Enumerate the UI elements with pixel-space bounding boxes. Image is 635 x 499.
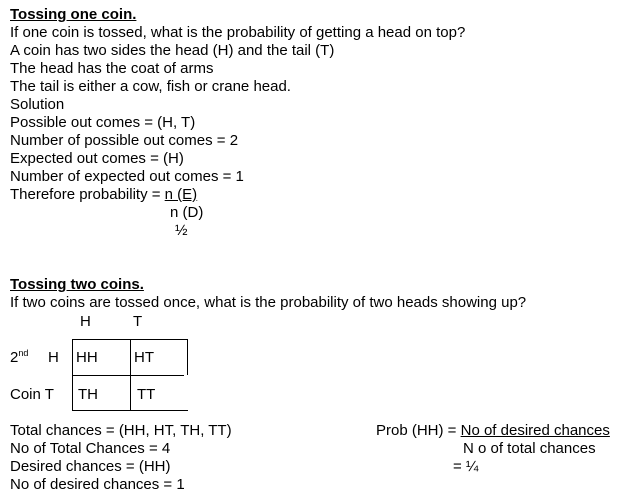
left-line-1: Total chances = (HH, HT, TH, TT) (10, 422, 232, 439)
section1-line-2: A coin has two sides the head (H) and the tail (T) (10, 42, 335, 59)
left-line-3: Desired chances = (HH) (10, 458, 171, 475)
fraction-result: ½ (175, 222, 188, 239)
cell-hh: HH (76, 349, 98, 366)
left-line-4: No of desired chances = 1 (10, 476, 185, 493)
section2-heading: Tossing two coins. (10, 276, 144, 293)
grid-line-left (72, 339, 73, 411)
grid-line-middle (72, 375, 184, 376)
fraction-denominator: n (D) (170, 204, 204, 221)
section1-line-4: The tail is either a cow, fish or crane head. (10, 78, 291, 95)
therefore-probability (10, 186, 197, 204)
cell-ht: HT (134, 349, 154, 366)
prob-result: = ¼ (453, 458, 479, 475)
section1-line-3: The head has the coat of arms (10, 60, 214, 77)
section1-line-7: Number of possible out comes = 2 (10, 132, 239, 149)
prob-label: Prob (HH) = (376, 422, 461, 439)
prob-denominator: N o of total chances (463, 440, 596, 457)
row1-label (10, 349, 28, 367)
row1-label-superscript: nd (18, 348, 29, 358)
fraction-numerator: n (E) (164, 186, 198, 203)
section1-line-8: Expected out comes = (H) (10, 150, 184, 167)
section1-line-5: Solution (10, 96, 65, 113)
column-header-t: T (133, 313, 143, 330)
section1-line-9: Number of expected out comes = 1 (10, 168, 244, 185)
therefore-label: Therefore probability = (10, 186, 165, 203)
section1-line-6: Possible out comes = (H, T) (10, 114, 196, 131)
grid-line-right-top (187, 339, 188, 375)
section1-heading: Tossing one coin. (10, 6, 137, 23)
column-header-h: H (80, 313, 91, 330)
cell-tt: TT (137, 386, 156, 403)
row1-label-h: H (48, 349, 59, 366)
prob-hh-line (376, 422, 610, 440)
cell-th: TH (78, 386, 98, 403)
row2-label: Coin T (10, 386, 54, 403)
row1-label-number: 2 (10, 349, 19, 366)
section1-line-1: If one coin is tossed, what is the probability of getting a head on top? (10, 24, 466, 41)
section2-question: If two coins are tossed once, what is the probability of two heads showing up? (10, 294, 527, 311)
left-line-2: No of Total Chances = 4 (10, 440, 171, 457)
grid-line-center (130, 339, 131, 411)
prob-numerator: No of desired chances (460, 422, 610, 439)
